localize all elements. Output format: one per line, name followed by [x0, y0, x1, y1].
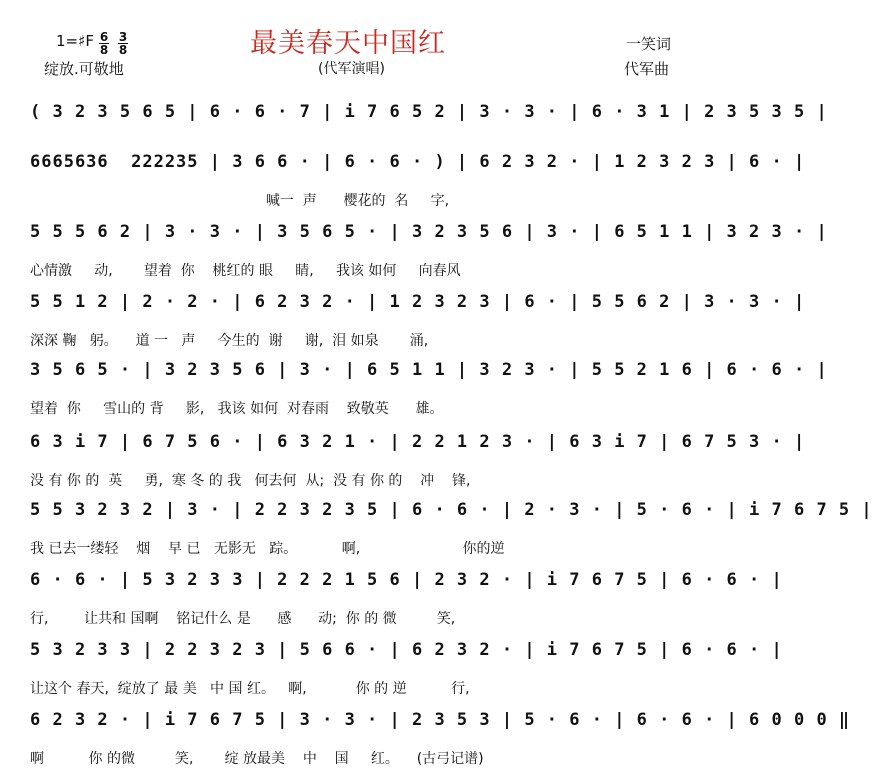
lyric-line: 喊一 声 樱花的 名 字, [30, 193, 450, 209]
lyric-line: 让这个 春天, 绽放了 最 美 中 国 红。 啊, 你 的 逆 行, [30, 681, 470, 697]
notation-line: 6665636 222235 | 3 6 6 · | 6 · 6 · ) | 6 2 3 2 · | 1 2 3 2 3 | 6 · | [30, 152, 806, 172]
score-line [30, 494, 873, 560]
time-den: 8 [118, 43, 128, 57]
key-signature: 1=♯F [56, 32, 94, 50]
notation-line: 5 5 3 2 3 2 | 3 · | 2 2 3 2 3 5 | 6 · 6 · | 2 · 3 · | 5 · 6 · | i 7 6 7 5 | [30, 500, 873, 520]
notation-line: 6 2 3 2 · | i 7 6 7 5 | 3 · 3 · | 2 3 5 3 | 5 · 6 · | 6 · 6 · | 6 0 0 0 ‖ [30, 710, 851, 730]
time-num: 3 [118, 30, 128, 44]
lyric-line: 啊 你 的微 笑, 绽 放最美 中 国 红。 (古弓记谱) [30, 751, 484, 767]
lyric-line: 没 有 你 的 英 勇, 寒 冬 的 我 何去何 从; 没 有 你 的 冲 锋, [30, 473, 471, 489]
lyric-line: 行, 让共和 国啊 铭记什么 是 感 动; 你 的 微 笑, [30, 611, 456, 627]
notation-line: 6 · 6 · | 5 3 2 3 3 | 2 2 2 1 5 6 | 2 3 2 · | i 7 6 7 5 | 6 · 6 · | [30, 570, 783, 590]
lyric-line: 心情激 动, 望着 你 桃红的 眼 睛, 我该 如何 向春风 [30, 263, 461, 279]
lyric-line: 望着 你 雪山的 背 影, 我该 如何 对春雨 致敬英 雄。 [30, 401, 444, 417]
time-num: 6 [99, 30, 109, 44]
notation-line: 5 3 2 3 3 | 2 2 3 2 3 | 5 6 6 · | 6 2 3 2 · | i 7 6 7 5 | 6 · 6 · | [30, 640, 783, 660]
notation-line: 5 5 5 6 2 | 3 · 3 · | 3 5 6 5 · | 3 2 3 5 6 | 3 · | 6 5 1 1 | 3 2 3 · | [30, 222, 828, 242]
notation-line: 5 5 1 2 | 2 · 2 · | 6 2 3 2 · | 1 2 3 2 3 | 6 · | 5 5 6 2 | 3 · 3 · | [30, 292, 806, 312]
performer: (代军演唱) [318, 61, 385, 77]
notation-line: 6 3 i 7 | 6 7 5 6 · | 6 3 2 1 · | 2 2 1 2 3 · | 6 3 i 7 | 6 7 5 3 · | [30, 432, 806, 452]
time-den: 8 [99, 43, 109, 57]
lyric-line: 深深 鞠 躬。 道 一 声 今生的 谢 谢, 泪 如泉 涌, [30, 333, 429, 349]
lyricist: 一笑词 [626, 35, 672, 53]
song-title: 最美春天中国红 [250, 28, 446, 59]
lyric-line: 我 已去一缕轻 烟 早 已 无影无 踪。 啊, 你的逆 [30, 541, 505, 557]
score-line [30, 564, 783, 630]
score-line [30, 216, 828, 282]
score-line [30, 354, 828, 420]
time-signature-3-8 [117, 31, 129, 56]
score-line [30, 146, 806, 212]
score-line [30, 426, 806, 492]
score-line [30, 286, 806, 352]
composer: 代军曲 [624, 60, 670, 78]
notation-line: ( 3 2 3 5 6 5 | 6 · 6 · 7 | i 7 6 5 2 | 3 · 3 · | 6 · 3 1 | 2 3 5 3 5 | [30, 102, 828, 122]
tempo-marking: 绽放.可敬地 [44, 60, 124, 78]
score-line [30, 704, 851, 770]
time-signature-6-8 [98, 31, 110, 56]
score-line [30, 634, 783, 700]
notation-line: 3 5 6 5 · | 3 2 3 5 6 | 3 · | 6 5 1 1 | 3 2 3 · | 5 5 2 1 6 | 6 · 6 · | [30, 360, 828, 380]
